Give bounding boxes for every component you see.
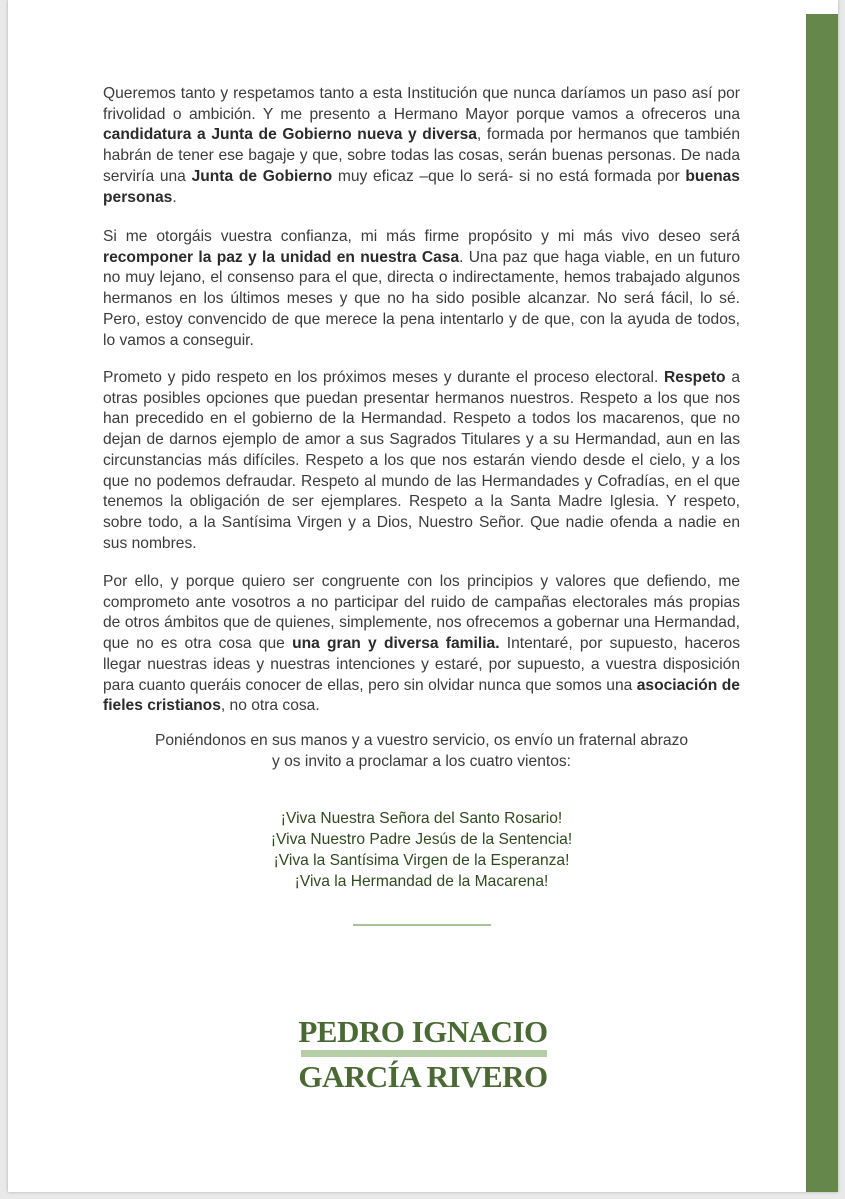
section-divider <box>353 924 491 926</box>
p1-bold-candidatura: candidatura a Junta de Gobierno nueva y diversa <box>103 126 477 144</box>
p1-seg-4: muy eficaz –que lo será- si no está formada por <box>332 167 686 185</box>
closing-line-2: y os invito a proclamar a los cuatro vientos: <box>271 752 571 770</box>
p4-seg-4: , no otra cosa. <box>220 697 320 715</box>
p2-seg-2: . Una paz que haga viable, en un futuro no muy lejano, el consenso para el que, directa o indirectamente, hemos trabajado algunos hermanos en los últimos meses y que no ha sido posible alcanzar. No será fácil, lo sé. Pero, estoy convencido de que merece la pena intentarlo y de que, con la ayuda de todos, lo vamos a conseguir. <box>103 248 740 349</box>
p4-seg-2: Intentaré, por supuesto, haceros llegar nuestras ideas y nuestras intenciones y estaré, por supuesto, a vuestra disposición para cuanto queráis conocer de ellas, pero sin olvidar nunca que somos una <box>103 635 740 694</box>
p4-bold-familia: una gran y diversa familia. <box>292 635 500 653</box>
viva-line: ¡Viva Nuestra Señora del Santo Rosario! <box>280 810 563 827</box>
signature-line-1: PEDRO IGNACIO <box>298 1014 548 1049</box>
p2-bold-recomponer: recomponer la paz y la unidad en nuestra Casa <box>103 248 460 266</box>
p1-seg-6: . <box>172 188 177 206</box>
accent-stripe <box>806 14 838 1192</box>
signature-bar <box>301 1050 547 1057</box>
vivas-list <box>103 808 740 892</box>
p3-seg-2: a otras posibles opciones que puedan presentar hermanos nuestros. Respeto a los que nos han precedido en el gobierno de la Hermandad. Respeto a todos los macarenos, que no dejan de darnos ejemplo de amor a sus Sagrados Titulares y a su Hermandad, aun en las circunstancias más difíciles. Respeto a los que nos estarán viendo desde el cielo, y a los que no podemos defraudar. Respeto al mundo de las Hermandades y Cofradías, en el que tenemos la obligación de ser ejemplares. Respeto a la Santa Madre Iglesia. Y respeto, sobre todo, a la Santísima Virgen y a Dios, Nuestro Señor. Que nadie ofenda a nadie en sus nombres. <box>103 369 740 552</box>
viva-line: ¡Viva Nuestro Padre Jesús de la Sentencia! <box>270 831 573 848</box>
paragraph-3 <box>103 368 740 554</box>
p1-seg-0: Queremos tanto y respetamos tanto a esta Institución que nunca daríamos un paso así por frivolidad o ambición. Y me presento a Hermano Mayor porque vamos a ofreceros una <box>103 85 740 123</box>
closing-line-1: Poniéndonos en sus manos y a vuestro servicio, os envío un fraternal abrazo <box>154 732 689 749</box>
paragraph-4 <box>103 572 740 717</box>
p1-seg-2: , formada por hermanos que también habrán de tener ese bagaje y que, sobre todas las cosas, serán buenas personas. De nada serviría una <box>103 126 740 185</box>
viva-line: ¡Viva la Santísima Virgen de la Esperanza! <box>273 852 570 869</box>
paragraph-1 <box>103 84 740 208</box>
p2-seg-0: Si me otorgáis vuestra confianza, mi más firme propósito y mi más vivo deseo será <box>103 228 740 245</box>
signature-line-2: GARCÍA RIVERO <box>298 1059 548 1094</box>
p4-bold-asociacion: asociación de fieles cristianos <box>103 676 740 715</box>
paragraph-2 <box>103 227 740 351</box>
p4-seg-0: Por ello, y porque quiero ser congruente con los principios y valores que defiendo, me comprometo ante vosotros a no participar del ruido de campañas electorales más propias de otros ámbitos que de quienes, simplemente, nos ofrecemos a gobernar una Hermandad, que no es otra cosa que <box>103 573 740 653</box>
closing-text <box>103 731 740 772</box>
p1-bold-junta: Junta de Gobierno <box>191 167 333 185</box>
p1-bold-buenas-personas: buenas personas <box>103 167 740 206</box>
viva-line: ¡Viva la Hermandad de la Macarena! <box>294 873 549 890</box>
p3-seg-0: Prometo y pido respeto en los próximos meses y durante el proceso electoral. <box>103 369 665 386</box>
document-page <box>8 0 838 1192</box>
p3-bold-respeto: Respeto <box>664 369 726 386</box>
